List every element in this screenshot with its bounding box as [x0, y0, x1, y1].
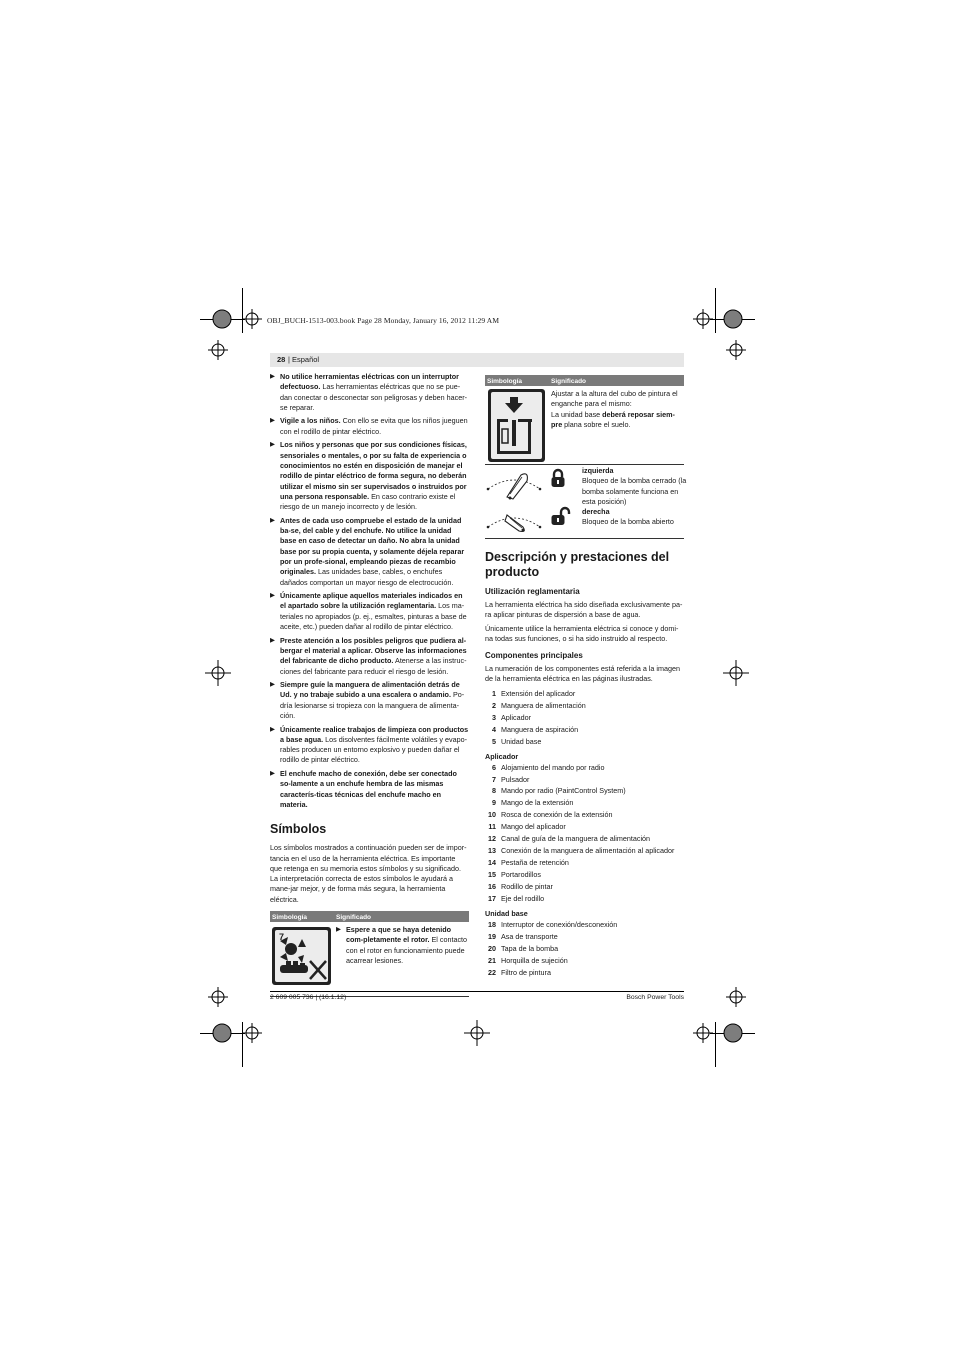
component-name: Manguera de alimentación: [501, 700, 586, 710]
component-item: [485, 736, 684, 748]
safety-warning-bold: Preste atención a los posibles peligros que pudiera al-bergar el material a aplicar. Observe las informaciones del fabricante de dicho producto.: [280, 635, 467, 666]
component-number: 10: [488, 810, 496, 820]
safety-warning-text: Las unidades base, cables, o enchufes dañados comportan un mayor riesgo de electrocución.: [280, 567, 454, 587]
page-header: [270, 353, 684, 367]
usage-paragraph-2: Únicamente utilice la herramienta eléctrica si conoce y domi-na todas sus funciones, o si ha sido instruido al respecto.: [485, 623, 679, 643]
component-name: Pulsador: [501, 774, 530, 784]
bucket-hook-line2: [551, 410, 684, 431]
component-number: 1: [492, 688, 496, 698]
component-item: [485, 845, 684, 857]
rotor-warning-text: [336, 925, 469, 969]
symbol-table-header-right: [485, 375, 684, 386]
component-name: Conexión de la manguera de alimentación al aplicador: [501, 846, 675, 856]
component-number: 6: [492, 762, 496, 772]
component-number: 12: [488, 834, 496, 844]
description-heading: Descripción y prestaciones del producto: [485, 550, 670, 579]
component-name: Alojamiento del mando por radio: [501, 762, 605, 772]
pump-lock-open-text: [582, 507, 687, 528]
component-name: Horquilla de sujeción: [501, 955, 568, 965]
component-item: [485, 724, 684, 736]
safety-warning-bold: El enchufe macho de conexión, debe ser conectado so-lamente a un enchufe hembra de las mismas caracterís-ticas técnicas del enchufe macho en materia.: [280, 769, 457, 809]
components-list-applicator: [485, 762, 684, 905]
component-item: [485, 857, 684, 869]
safety-warning: [270, 516, 469, 588]
component-number: 8: [492, 786, 496, 796]
bullet-triangle-icon: ▶: [270, 681, 275, 689]
table-head-meaning: Significado: [336, 913, 372, 921]
component-number: 3: [492, 712, 496, 722]
component-name: Manguera de aspiración: [501, 724, 579, 734]
safety-warning-text: Las herramientas eléctricas que no se pue-dan conectar o desconectar son peligrosas y deben hacer-se reparar.: [280, 382, 467, 412]
book-info: OBJ_BUCH-1513-003.book Page 28 Monday, January 16, 2012 11:29 AM: [267, 316, 500, 325]
bucket-hook-line2-bold: deberá reposar siem-pre: [551, 409, 675, 429]
component-name: Tapa de la bomba: [501, 943, 559, 953]
bullet-triangle-icon: ▶: [270, 725, 275, 733]
component-number: 7: [492, 774, 496, 784]
component-name: Mango de la extensión: [501, 798, 574, 808]
component-number: 14: [488, 858, 496, 868]
safety-warning-bold: Únicamente realice trabajos de limpieza con productos a base agua.: [280, 724, 469, 744]
component-number: 11: [488, 822, 496, 832]
component-number: 9: [492, 798, 496, 808]
bullet-triangle-icon: ▶: [270, 516, 275, 524]
bullet-triangle-icon: ▶: [270, 770, 275, 778]
component-item: [485, 869, 684, 881]
symbol-row-rotor: [270, 922, 469, 997]
components-heading: Componentes principales: [485, 651, 583, 661]
footer-doc-number: 2 609 005 736 | (16.1.12): [270, 994, 347, 1001]
component-number: 20: [488, 943, 496, 953]
component-name: Filtro de pintura: [501, 967, 551, 977]
safety-warning: [270, 680, 469, 721]
component-name: Rodillo de pintar: [501, 882, 553, 892]
safety-warning-bold: Siempre guíe la manguera de alimentación detrás de Ud. y no trabaje subido a una escalera o andamio.: [280, 680, 460, 700]
components-group-base-unit: Unidad base: [485, 908, 528, 918]
symbol-table-header: [270, 911, 469, 922]
footer-brand: Bosch Power Tools: [626, 994, 684, 1001]
component-name: Extensión del aplicador: [501, 688, 576, 698]
safety-warning: [270, 372, 469, 413]
lock-open-icon: [550, 506, 572, 526]
safety-warning-text: Atenerse a las instruc-ciones del fabricante para reducir el riesgo de lesión.: [280, 656, 467, 676]
component-item: [485, 688, 684, 700]
bullet-triangle-icon: ▶: [270, 373, 275, 380]
bullet-triangle-icon: ▶: [270, 441, 275, 449]
component-number: 17: [488, 894, 496, 904]
component-name: Pestaña de retención: [501, 858, 569, 868]
component-number: 22: [488, 967, 496, 977]
safety-warning: [270, 636, 469, 677]
safety-warning-bold: No utilice herramientas eléctricas con un interruptor defectuoso.: [280, 372, 459, 392]
components-group-applicator: Aplicador: [485, 751, 519, 761]
pump-lock-closed-text: [582, 466, 687, 507]
component-item: [485, 943, 684, 955]
component-name: Interruptor de conexión/desconexión: [501, 919, 618, 929]
components-intro: La numeración de los componentes está referida a la imagen de la herramienta eléctrica en las páginas ilustradas.: [485, 664, 680, 684]
component-item: [485, 893, 684, 905]
symbol-row-bucket-hook: [485, 386, 684, 465]
component-number: 13: [488, 846, 496, 856]
pump-lock-closed-desc: Bloqueo de la bomba cerrado (la bomba solamente funciona en esta posición): [582, 476, 687, 506]
component-name: Asa de transporte: [501, 931, 558, 941]
table-head-symbol: Simbología: [272, 913, 308, 921]
symbols-intro: Los símbolos mostrados a continuación pueden ser de impor-tancia en el uso de la herramienta eléctrica. Es importante que retenga en su memoria estos símbolos y su significado. La interpretación correcta de estos símbolos le ayudará a mane-jar mejor, y de forma más segura, la herramienta eléctrica.: [270, 843, 467, 904]
component-name: Unidad base: [501, 736, 542, 746]
component-item: [485, 712, 684, 724]
components-list-general: [485, 688, 684, 748]
symbol-table-left: [270, 911, 469, 997]
bucket-hook-text: [551, 389, 684, 430]
component-item: [485, 931, 684, 943]
usage-heading: Utilización reglamentaria: [485, 587, 580, 596]
header-language: Español: [292, 355, 320, 364]
footer-rule: [270, 991, 684, 992]
component-item: [485, 700, 684, 712]
header-separator: |: [288, 355, 290, 364]
bucket-hook-line2-normal: La unidad base: [551, 409, 603, 419]
component-item: [485, 967, 684, 979]
safety-warnings: [270, 372, 469, 810]
lock-closed-icon: [550, 468, 566, 488]
usage-paragraph-1: La herramienta eléctrica ha sido diseñada exclusivamente pa-ra aplicar pinturas de dispersión a base de agua.: [485, 600, 683, 620]
safety-warning: [270, 725, 469, 766]
table-head-symbol-right: Simbología: [487, 377, 523, 385]
left-column: [270, 372, 469, 997]
component-name: Mango del aplicador: [501, 822, 566, 832]
component-name: Aplicador: [501, 712, 531, 722]
svg-text:7: 7: [279, 932, 285, 943]
page-number: 28: [277, 355, 286, 364]
symbols-heading: Símbolos: [270, 822, 327, 837]
safety-warning: [270, 440, 469, 512]
rotor-warning-icon: [272, 927, 331, 985]
bucket-hook-icon: [488, 389, 545, 462]
pump-lever-open-icon: [485, 505, 543, 535]
component-number: 5: [492, 736, 496, 746]
component-name: Eje del rodillo: [501, 894, 545, 904]
symbol-row-pump-lock-closed: [485, 465, 687, 508]
bullet-triangle-icon: ▶: [270, 636, 275, 644]
component-name: Portarodillos: [501, 870, 541, 880]
safety-warning-text: Los ma-teriales no apropiados (p. ej., esmaltes, pinturas a base de aceite, etc.) pueden dañar al rodillo de pintar eléctrico.: [280, 601, 467, 632]
rotor-warning-normal: El contacto con el rotor en funcionamiento puede acarrear lesiones.: [346, 935, 468, 965]
bucket-hook-line2-end: plana sobre el suelo.: [562, 419, 631, 429]
bucket-hook-line1: Ajustar a la altura del cubo de pintura el enganche para el mismo:: [551, 389, 678, 409]
component-item: [485, 881, 684, 893]
component-item: [485, 919, 684, 931]
component-name: Canal de guía de la manguera de alimentación: [501, 834, 651, 844]
component-item: [485, 809, 684, 821]
table-head-meaning-right: Significado: [551, 377, 587, 385]
safety-warning-bold: Los niños y personas que por sus condiciones físicas, sensoriales o mentales, o por su falta de experiencia o conocimientos no estén en disposición de manejar el rodillo de pintar eléctrico de forma segura, no deberán utilizar el mismo sin ser supervisados o instruidos por una persona responsable.: [280, 440, 467, 501]
component-item: [485, 762, 684, 774]
safety-warning: [270, 591, 469, 632]
component-number: 21: [488, 955, 496, 965]
safety-warning-text: Po-dría lesionarse si tropieza con la manguera de alimenta-ción.: [280, 690, 465, 720]
component-number: 18: [488, 919, 496, 929]
pump-lock-open-desc: Bloqueo de la bomba abierto: [582, 517, 674, 527]
component-name: Mando por radio (PaintControl System): [501, 786, 626, 796]
safety-warning-bold: Vigile a los niños.: [280, 416, 341, 426]
components-list-base-unit: [485, 919, 684, 979]
pump-lock-right-label: derecha: [582, 507, 610, 516]
component-item: [485, 774, 684, 786]
component-number: 2: [492, 700, 496, 710]
component-number: 16: [488, 882, 496, 892]
bullet-triangle-icon: ▶: [270, 592, 275, 600]
component-name: Rosca de conexión de la extensión: [501, 810, 613, 820]
safety-warning-bold: Únicamente aplique aquellos materiales indicados en el apartado sobre la utilización reglamentaria.: [280, 591, 463, 611]
right-column: [485, 372, 687, 979]
safety-warning-text: En caso contrario existe el riesgo de un manejo incorrecto y de lesión.: [280, 491, 456, 512]
component-number: 19: [488, 931, 496, 941]
bullet-triangle-icon: ▶: [270, 417, 275, 425]
component-item: [485, 821, 684, 833]
rotor-warning-bold: Espere a que se haya detenido com-pletamente el rotor.: [346, 925, 452, 945]
safety-warning-text: Con ello se evita que los niños jueguen con el rodillo de pintar eléctrico.: [280, 416, 468, 436]
symbol-row-pump-lock-open: [485, 508, 684, 539]
component-number: 15: [488, 870, 496, 880]
component-item: [485, 797, 684, 809]
safety-warning-bold: Antes de cada uso compruebe el estado de la unidad ba-se, del cable y del enchufe. No utilice la unidad base en caso de detectar un daño. No abra la unidad base por su propia cuenta, y solamente déjela reparar por un profe-sional, empleando piezas de recambio originales.: [280, 515, 465, 577]
component-item: [485, 833, 684, 845]
component-item: [485, 955, 684, 967]
bullet-triangle-icon: ▶: [336, 926, 341, 934]
safety-warning-text: Los disolventes fácilmente volátiles y evapo-rables producen un entorno explosivo y pueden dañar el rodillo de pintar eléctrico.: [280, 734, 467, 765]
pump-lock-left-label: izquierda: [582, 466, 614, 475]
safety-warning: [270, 769, 469, 810]
component-number: 4: [492, 724, 496, 734]
pump-lever-closed-icon: [485, 467, 543, 505]
component-item: [485, 785, 684, 797]
safety-warning: [270, 416, 469, 437]
